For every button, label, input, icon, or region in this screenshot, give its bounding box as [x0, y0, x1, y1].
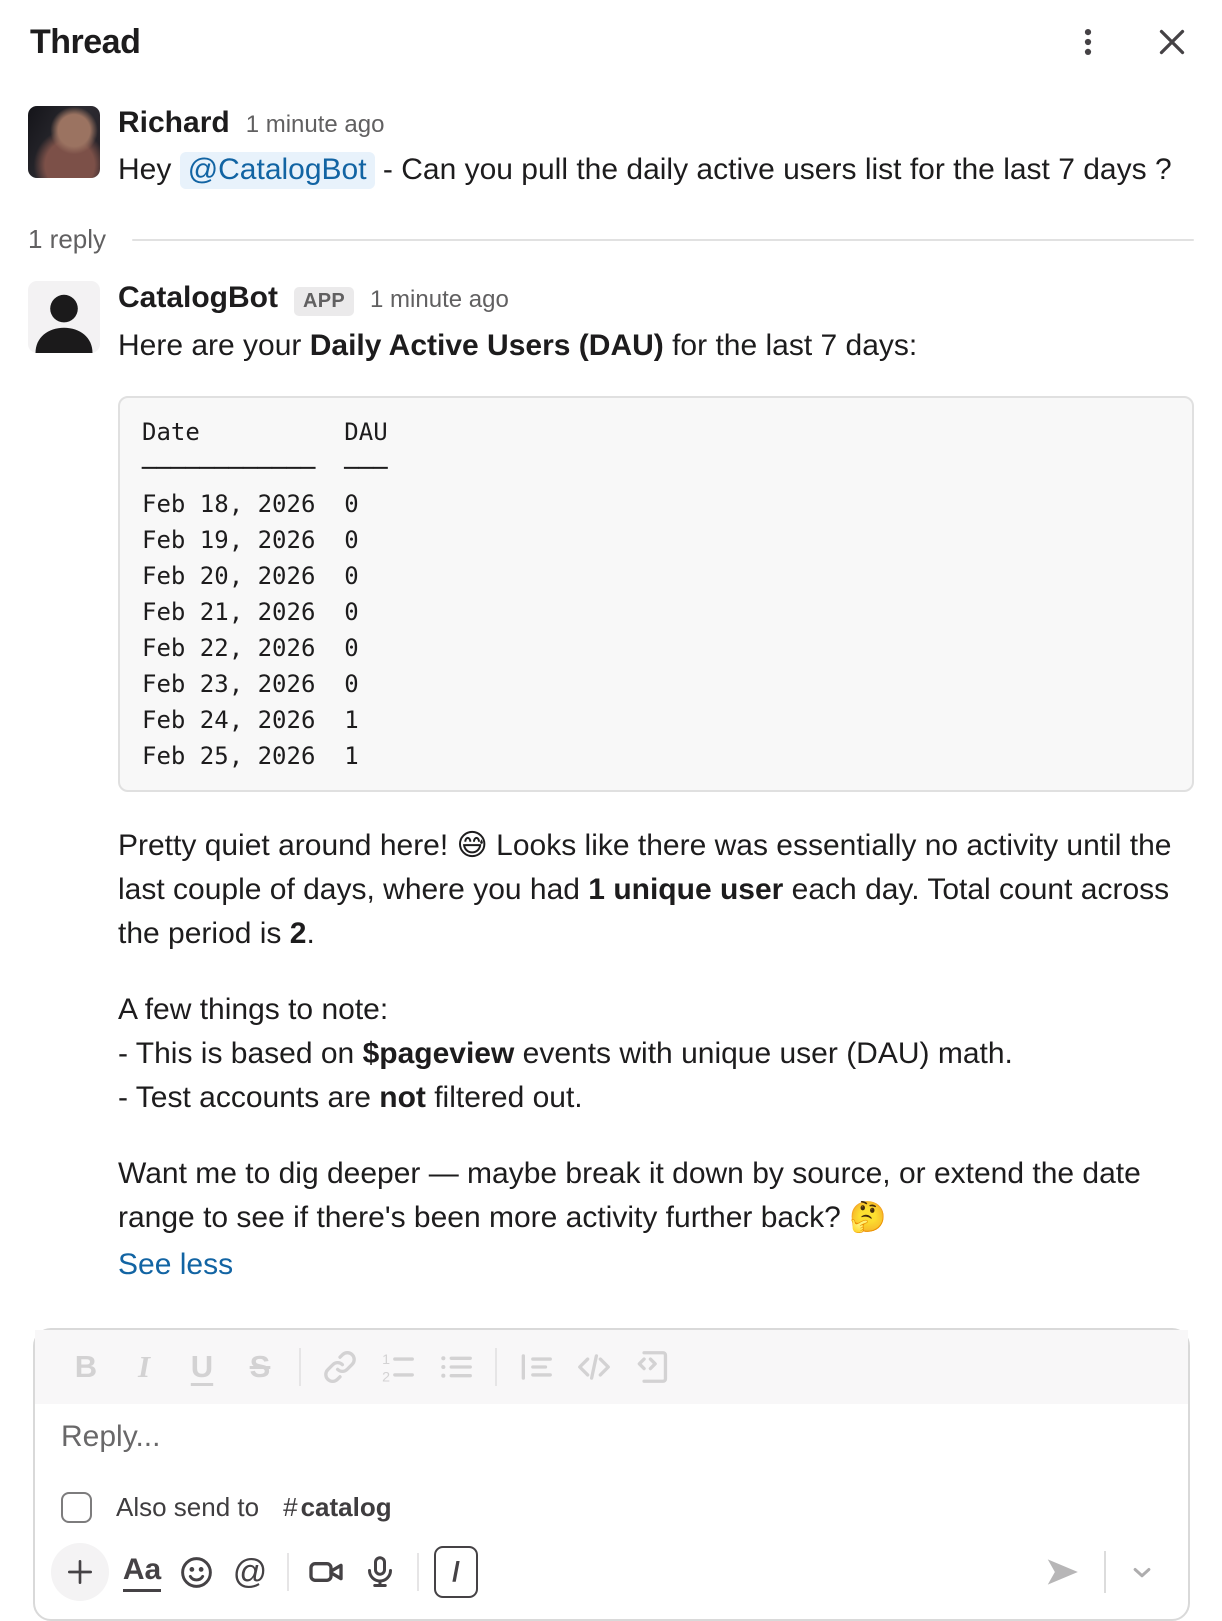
see-less-link[interactable]: See less: [118, 1248, 234, 1281]
code-block-icon: [633, 1348, 671, 1386]
toolbar-divider: [495, 1348, 497, 1386]
bot-message: [0, 281, 1222, 1282]
at-sign-icon: @: [232, 1552, 268, 1591]
message-timestamp[interactable]: 1 minute ago: [245, 111, 385, 138]
code-line: Feb 25, 2026 1: [142, 742, 359, 770]
code-line: Feb 23, 2026 0: [142, 670, 359, 698]
code-line: Feb 19, 2026 0: [142, 526, 359, 554]
message-text: Hey @CatalogBot - Can you pull the daily active users list for the last 7 days ?: [118, 148, 1194, 192]
send-options-button[interactable]: [1118, 1548, 1166, 1596]
link-icon: [321, 1348, 359, 1386]
note-item-1: - This is based on $pageview events with unique user (DAU) math.: [118, 1037, 1013, 1070]
page-title: Thread: [30, 22, 141, 61]
code-icon: [575, 1348, 613, 1386]
link-button[interactable]: [311, 1341, 369, 1393]
attachments-button[interactable]: [51, 1543, 109, 1601]
video-camera-icon: [306, 1552, 346, 1592]
formatting-toggle-button[interactable]: [115, 1545, 169, 1599]
audio-clip-button[interactable]: [353, 1545, 407, 1599]
code-line: Feb 22, 2026 0: [142, 634, 359, 662]
toolbar-divider: [417, 1553, 419, 1591]
video-clip-button[interactable]: [299, 1545, 353, 1599]
code-line: Date DAU: [142, 418, 388, 446]
note-item-2: - Test accounts are not filtered out.: [118, 1081, 583, 1114]
author-name[interactable]: Richard: [118, 106, 230, 139]
mention-button[interactable]: [223, 1545, 277, 1599]
chevron-down-icon: [1127, 1557, 1157, 1587]
channel-link-catalog[interactable]: [283, 1492, 392, 1523]
notes-title: A few things to note:: [118, 993, 389, 1026]
channel-name: catalog: [300, 1492, 392, 1522]
app-badge: APP: [294, 287, 354, 316]
code-line: Feb 21, 2026 0: [142, 598, 359, 626]
mention-chip[interactable]: @CatalogBot: [180, 152, 375, 189]
reply-divider: [0, 224, 1222, 255]
richard-avatar[interactable]: [28, 106, 100, 178]
code-line: Feb 18, 2026 0: [142, 490, 359, 518]
microphone-icon: [362, 1554, 398, 1590]
send-divider: [1104, 1551, 1106, 1593]
composer-bottom-toolbar: [35, 1531, 1188, 1619]
close-thread-button[interactable]: [1152, 22, 1192, 62]
summary-paragraph: Pretty quiet around here! 😅 Looks like there was essentially no activity until the last couple of days, where you had 1 unique user each day. Total count across the period is 2.: [118, 829, 1172, 950]
reply-placeholder: Reply...: [61, 1420, 161, 1453]
toolbar-divider: [287, 1553, 289, 1591]
code-line: Feb 20, 2026 0: [142, 562, 359, 590]
person-silhouette-icon: [28, 287, 100, 353]
bulleted-list-button[interactable]: [427, 1341, 485, 1393]
blockquote-button[interactable]: [507, 1341, 565, 1393]
send-button[interactable]: [1032, 1545, 1092, 1599]
bold-button[interactable]: [57, 1341, 115, 1393]
ordered-list-icon: [379, 1348, 417, 1386]
formatting-toolbar: [35, 1330, 1188, 1404]
underline-icon: U: [190, 1349, 214, 1384]
thread-header: [0, 0, 1222, 80]
svg-text:1: 1: [382, 1351, 391, 1368]
formatting-aa-icon: Aa: [123, 1553, 161, 1592]
catalogbot-avatar[interactable]: [28, 281, 100, 353]
bulleted-list-icon: [437, 1348, 475, 1386]
also-send-checkbox[interactable]: [61, 1492, 92, 1523]
emoji-button[interactable]: [169, 1545, 223, 1599]
also-send-label: Also send to: [116, 1492, 260, 1522]
dau-code-block: [118, 396, 1194, 792]
notes-block: [118, 988, 1194, 1120]
bot-timestamp[interactable]: 1 minute ago: [370, 286, 509, 313]
reply-count-label: 1 reply: [28, 224, 107, 254]
slash-command-icon: /: [434, 1546, 478, 1598]
root-message: [0, 106, 1222, 192]
more-actions-button[interactable]: [1068, 22, 1108, 62]
bot-intro-text: Here are your Daily Active Users (DAU) for the last 7 days:: [118, 329, 918, 362]
hash-icon: #: [283, 1492, 298, 1522]
followup-paragraph: Want me to dig deeper — maybe break it down by source, or extend the date range to see if there's been more activity further back? 🤔: [118, 1157, 1141, 1234]
italic-icon: I: [137, 1349, 151, 1384]
code-block-button[interactable]: [623, 1341, 681, 1393]
code-button[interactable]: [565, 1341, 623, 1393]
kebab-vertical-icon: [1071, 25, 1105, 59]
strikethrough-icon: S: [249, 1349, 271, 1384]
blockquote-icon: [517, 1348, 555, 1386]
toolbar-divider: [299, 1348, 301, 1386]
svg-text:2: 2: [382, 1369, 391, 1386]
bot-name[interactable]: CatalogBot: [118, 281, 278, 314]
code-line: ──────────── ───: [142, 454, 388, 482]
ordered-list-button[interactable]: [369, 1341, 427, 1393]
strikethrough-button[interactable]: [231, 1341, 289, 1393]
shortcuts-button[interactable]: [429, 1545, 483, 1599]
reply-composer: [33, 1328, 1190, 1621]
italic-button[interactable]: [115, 1341, 173, 1393]
reply-input[interactable]: [35, 1404, 1188, 1464]
also-send-row: [35, 1464, 1188, 1531]
plus-icon: [64, 1556, 96, 1588]
bold-icon: B: [74, 1349, 98, 1384]
code-line: Feb 24, 2026 1: [142, 706, 359, 734]
emoji-smiley-icon: [178, 1554, 215, 1591]
close-icon: [1154, 24, 1190, 60]
divider-line: [132, 239, 1194, 241]
underline-button[interactable]: [173, 1341, 231, 1393]
send-plane-icon: [1043, 1553, 1081, 1591]
